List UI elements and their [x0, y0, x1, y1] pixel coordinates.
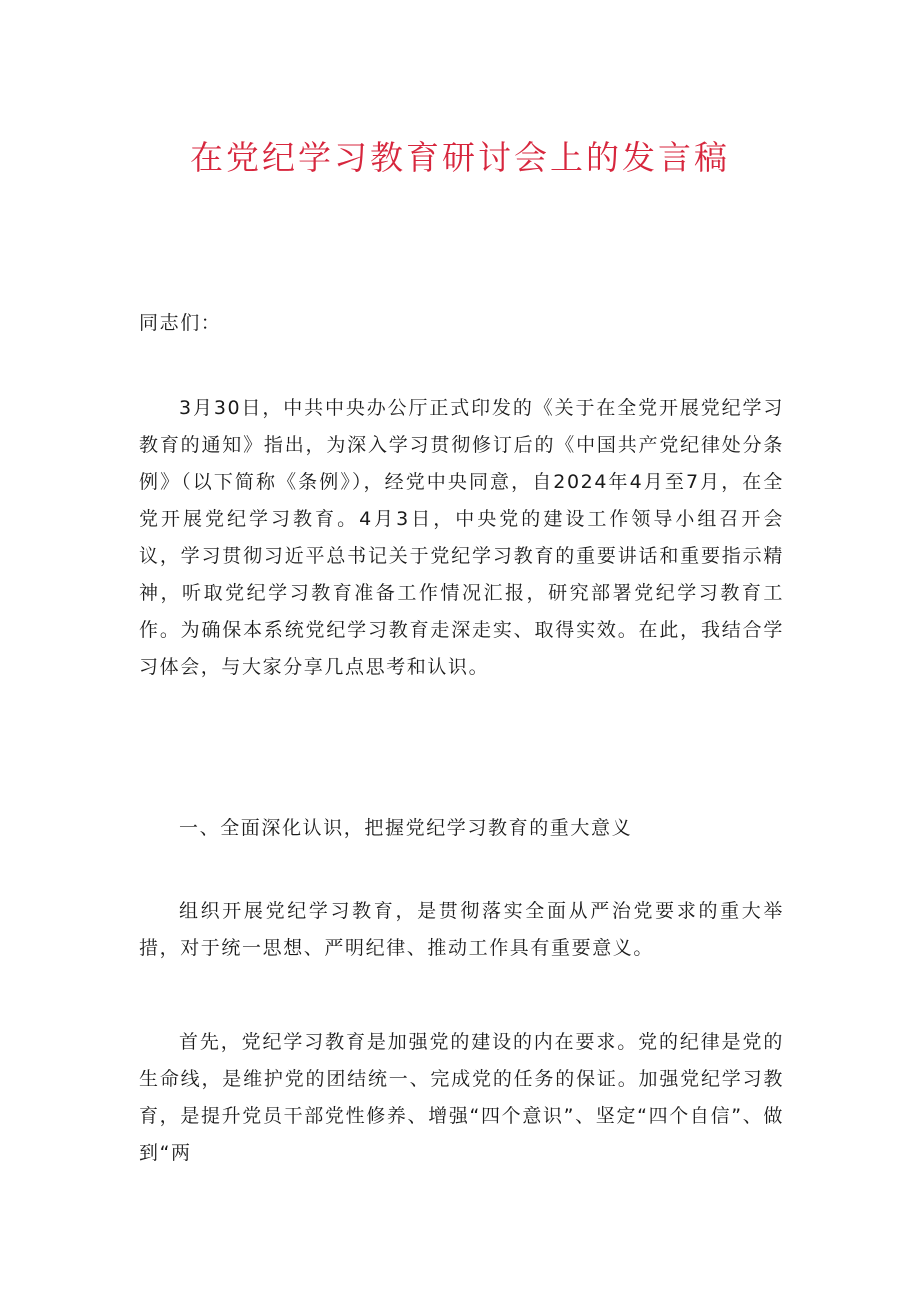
greeting: 同志们：: [139, 312, 222, 334]
paragraph-intro: 3月30日，中共中央办公厅正式印发的《关于在全党开展党纪学习教育的通知》指出，为深入学习贯彻修订后的《中国共产党纪律处分条例》（以下简称《条例》），经党中央同意，自2024年4月至7月，在全党开展党纪学习教育。4月3日，中央党的建设工作领导小组召开会议，学习贯彻习近平总书记关于党纪学习教育的重要讲话和重要指示精神，听取党纪学习教育准备工作情况汇报，研究部署党纪学习教育工作。为确保本系统党纪学习教育走深走实、取得实效。在此，我结合学习体会，与大家分享几点思考和认识。: [139, 397, 784, 678]
section-heading-1: 一、全面深化认识，把握党纪学习教育的重大意义: [179, 817, 633, 839]
document-title: 在党纪学习教育研讨会上的发言稿: [190, 138, 730, 177]
paragraph-first-point: 首先，党纪学习教育是加强党的建设的内在要求。党的纪律是党的生命线，是维护党的团结统一、完成党的任务的保证。加强党纪学习教育，是提升党员干部党性修养、增强“四个意识”、坚定“四个自信”、做到“两: [139, 1031, 784, 1164]
paragraph-significance: 组织开展党纪学习教育，是贯彻落实全面从严治党要求的重大举措，对于统一思想、严明纪律、推动工作具有重要意义。: [139, 900, 784, 959]
